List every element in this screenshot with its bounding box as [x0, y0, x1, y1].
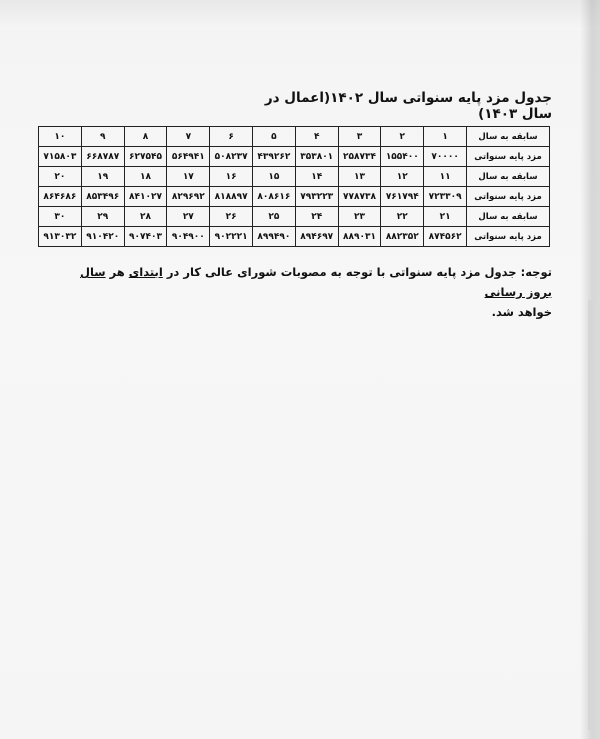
table-cell: ۸۸۲۳۵۲	[381, 227, 424, 247]
document-title: جدول مزد پایه سنواتی سال ۱۴۰۲(اعمال در سال ۱۴۰۳)	[264, 90, 552, 122]
table-cell: ۹۰۲۲۲۱	[210, 227, 253, 247]
table-cell: ۱۹	[81, 167, 124, 187]
table-cell: ۵	[253, 127, 296, 147]
note-text-2: هر	[105, 265, 129, 279]
table-cell: ۱۴	[295, 167, 338, 187]
table-cell: ۶۲۷۵۴۵	[124, 147, 167, 167]
table-cell: ۲	[381, 127, 424, 147]
table-cell: ۷۱۵۸۰۳	[39, 147, 82, 167]
table-cell: ۹۱۳۰۳۲	[39, 227, 82, 247]
note-paragraph	[60, 262, 552, 322]
row-header: سابقه به سال	[467, 167, 550, 187]
table-cell: ۷۰۰۰۰	[424, 147, 467, 167]
table-cell: ۸۶۴۶۸۶	[39, 187, 82, 207]
table-cell: ۹۱۰۴۲۰	[81, 227, 124, 247]
table-cell: ۸۷۴۵۶۲	[424, 227, 467, 247]
table-row	[39, 167, 550, 187]
table-cell: ۱۲	[381, 167, 424, 187]
table-cell: ۲۰	[39, 167, 82, 187]
table-cell: ۸	[124, 127, 167, 147]
table-cell: ۱۱	[424, 167, 467, 187]
row-header: سابقه به سال	[467, 127, 550, 147]
table-cell: ۸۹۹۴۹۰	[253, 227, 296, 247]
row-header: مزد پایه سنواتی	[467, 187, 550, 207]
table-cell: ۱۵	[253, 167, 296, 187]
table-cell: ۲۲	[381, 207, 424, 227]
table-cell: ۶	[210, 127, 253, 147]
table-cell: ۸۴۱۰۲۷	[124, 187, 167, 207]
table-cell: ۸۰۸۶۱۶	[253, 187, 296, 207]
table-cell: ۳۵۳۸۰۱	[295, 147, 338, 167]
table-cell: ۴	[295, 127, 338, 147]
table-cell: ۲۱	[424, 207, 467, 227]
table-cell: ۷۹۳۲۲۳	[295, 187, 338, 207]
note-prefix: توجه:	[520, 265, 552, 279]
table-cell: ۲۹	[81, 207, 124, 227]
scrollbar-track[interactable]	[588, 300, 594, 730]
table-cell: ۹	[81, 127, 124, 147]
note-underlined-2: سال بروز رسانی	[79, 265, 552, 299]
table-cell: ۱۳	[338, 167, 381, 187]
table-row	[39, 227, 550, 247]
table-cell: ۷۲۳۳۰۹	[424, 187, 467, 207]
table-cell: ۲۴	[295, 207, 338, 227]
row-header: سابقه به سال	[467, 207, 550, 227]
table-cell: ۵۶۴۹۴۱	[167, 147, 210, 167]
table-cell: ۲۳	[338, 207, 381, 227]
table-cell: ۲۵۸۷۳۴	[338, 147, 381, 167]
row-header: مزد پایه سنواتی	[467, 147, 550, 167]
table-cell: ۱۰	[39, 127, 82, 147]
table-cell: ۸۲۹۶۹۲	[167, 187, 210, 207]
table-cell: ۸۹۴۶۹۷	[295, 227, 338, 247]
note-text: جدول مزد پایه سنواتی با توجه به مصوبات شورای عالی کار در	[162, 265, 521, 279]
table-row	[39, 127, 550, 147]
page-top-shadow	[0, 0, 600, 30]
table-cell: ۳۰	[39, 207, 82, 227]
table-cell: ۸۱۸۸۹۷	[210, 187, 253, 207]
table-row	[39, 147, 550, 167]
table-cell: ۲۵	[253, 207, 296, 227]
table-cell: ۳	[338, 127, 381, 147]
table-cell: ۷۶۱۷۹۴	[381, 187, 424, 207]
table-cell: ۲۸	[124, 207, 167, 227]
table-cell: ۸۸۹۰۳۱	[338, 227, 381, 247]
table-cell: ۸۵۳۴۹۶	[81, 187, 124, 207]
table-cell: ۱	[424, 127, 467, 147]
table-cell: ۱۸	[124, 167, 167, 187]
note-line-2: خواهد شد.	[491, 305, 552, 319]
table-cell: ۵۰۸۲۳۷	[210, 147, 253, 167]
row-header: مزد پایه سنواتی	[467, 227, 550, 247]
table-row	[39, 207, 550, 227]
table-cell: ۱۶	[210, 167, 253, 187]
wage-table	[38, 126, 550, 247]
table-cell: ۱۵۵۴۰۰	[381, 147, 424, 167]
table-cell: ۲۶	[210, 207, 253, 227]
table-row	[39, 187, 550, 207]
table-cell: ۷	[167, 127, 210, 147]
table-cell: ۲۷	[167, 207, 210, 227]
table-cell: ۶۶۸۷۸۷	[81, 147, 124, 167]
note-underlined-1: ابتدای	[128, 265, 163, 279]
table-cell: ۹۰۷۴۰۳	[124, 227, 167, 247]
table-cell: ۴۳۹۲۶۲	[253, 147, 296, 167]
table-cell: ۹۰۴۹۰۰	[167, 227, 210, 247]
table-cell: ۷۷۸۷۳۸	[338, 187, 381, 207]
table-cell: ۱۷	[167, 167, 210, 187]
